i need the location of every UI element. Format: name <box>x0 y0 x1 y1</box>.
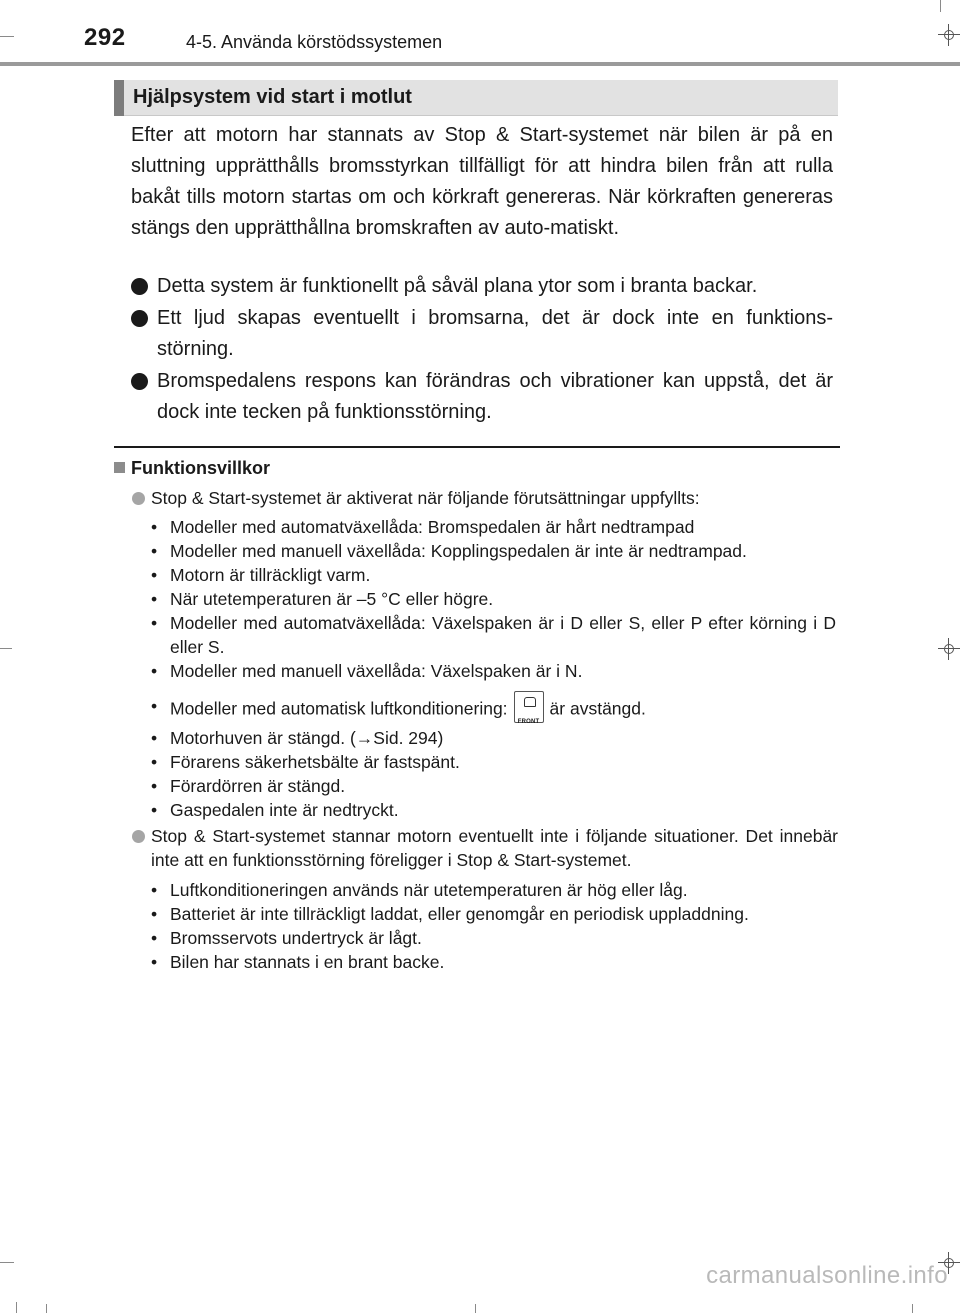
crop-mark <box>475 1304 476 1313</box>
bullet-item <box>131 366 833 428</box>
front-defroster-icon <box>514 691 544 723</box>
list-item: • Luftkonditioneringen används när utetemperaturen är hög eller låg. <box>150 878 836 902</box>
list-item: • Batteriet är inte tillräckligt laddat, eller genomgår en periodisk uppladdning. <box>150 902 836 926</box>
bullet-text: Ett ljud skapas eventuellt i bromsarna, det är dock inte en funktions-störning. <box>157 307 833 360</box>
chapter-title: 4-5. Använda körstödssystemen <box>186 32 443 52</box>
list-item: • Motorhuven är stängd. (→Sid. 294) <box>150 726 836 750</box>
list-item: • Förardörren är stängd. <box>150 774 836 798</box>
filled-circle-icon <box>131 278 148 295</box>
bullet-text: Bromspedalens respons kan förändras och vibrationer kan uppstå, det är dock inte tecken på funktionsstörning. <box>157 370 833 423</box>
condition-text: Stop & Start-systemet är aktiverat när följande förutsättningar uppfyllts: <box>151 488 700 508</box>
list-item: • Bromsservots undertryck är lågt. <box>150 926 836 950</box>
list-item: • Modeller med automatväxellåda: Bromspedalen är hårt nedtrampad <box>150 515 836 539</box>
list-item: • Modeller med manuell växellåda: Växelspaken är i N. <box>150 659 836 683</box>
condition-item <box>132 486 838 510</box>
filled-circle-icon <box>131 310 148 327</box>
ac-text: Modeller med automatisk luftkonditionering: <box>170 698 508 719</box>
section-heading <box>114 80 838 116</box>
condition-text: Stop & Start-systemet stannar motorn eventuellt inte i följande situationer. Det innebär inte att en funktionsstörning föreligger i Stop & Start-systemet. <box>151 826 838 870</box>
filled-circle-icon <box>131 373 148 390</box>
section-title: Hjälpsystem vid start i motlut <box>133 86 412 108</box>
crop-mark <box>46 1304 47 1313</box>
bullet-item <box>131 303 833 365</box>
page-number: 292 <box>84 24 126 51</box>
crop-mark <box>912 1304 913 1313</box>
gray-circle-icon <box>132 492 145 505</box>
list-item: • Motorn är tillräckligt varm. <box>150 563 836 587</box>
list-item: • Förarens säkerhetsbälte är fastspänt. <box>150 750 836 774</box>
list-item: • Modeller med manuell växellåda: Kopplingspedalen är inte är nedtrampad. <box>150 539 836 563</box>
condition-list <box>150 878 836 974</box>
gray-circle-icon <box>132 830 145 843</box>
list-item: • Gaspedalen inte är nedtryckt. <box>150 798 836 822</box>
header-rule <box>0 62 960 66</box>
watermark: carmanualsonline.info <box>706 1262 948 1289</box>
intro-paragraph: Efter att motorn har stannats av Stop & Start-systemet när bilen är på en sluttning upprätthålls bromsstyrkan tillfälligt för att hindra bilen från att rulla bakåt tills motorn startas om och körkraft genereras. När körkraften genereras stängs den upprätthållna bromskraften av auto-matiskt. <box>131 124 833 239</box>
condition-list <box>150 694 836 726</box>
gray-square-icon <box>114 462 125 473</box>
defroster-glyph <box>524 697 536 707</box>
list-item: • När utetemperaturen är –5 °C eller högre. <box>150 587 836 611</box>
list-item: • Bilen har stannats i en brant backe. <box>150 950 836 974</box>
condition-item <box>132 824 838 872</box>
registration-mark-icon <box>938 638 960 660</box>
list-item: • Modeller med automatväxellåda: Växelspaken är i D eller S, eller P efter körning i D eller S. <box>150 611 836 659</box>
condition-list <box>150 515 836 683</box>
ac-text: är avstängd. <box>549 698 646 719</box>
condition-list <box>150 726 836 822</box>
page-header <box>0 0 960 66</box>
section-divider <box>114 446 840 448</box>
heading-bar <box>114 80 124 116</box>
list-item <box>150 694 836 726</box>
crop-mark <box>16 1302 17 1313</box>
crop-mark <box>0 648 12 649</box>
subsection-title: Funktionsvillkor <box>131 458 271 478</box>
bullet-item <box>131 271 833 302</box>
bullet-text: Detta system är funktionellt på såväl plana ytor som i branta backar. <box>157 275 758 297</box>
subsection-heading <box>114 458 270 479</box>
icon-label: FRONT <box>517 719 540 725</box>
crop-mark <box>0 1262 14 1263</box>
